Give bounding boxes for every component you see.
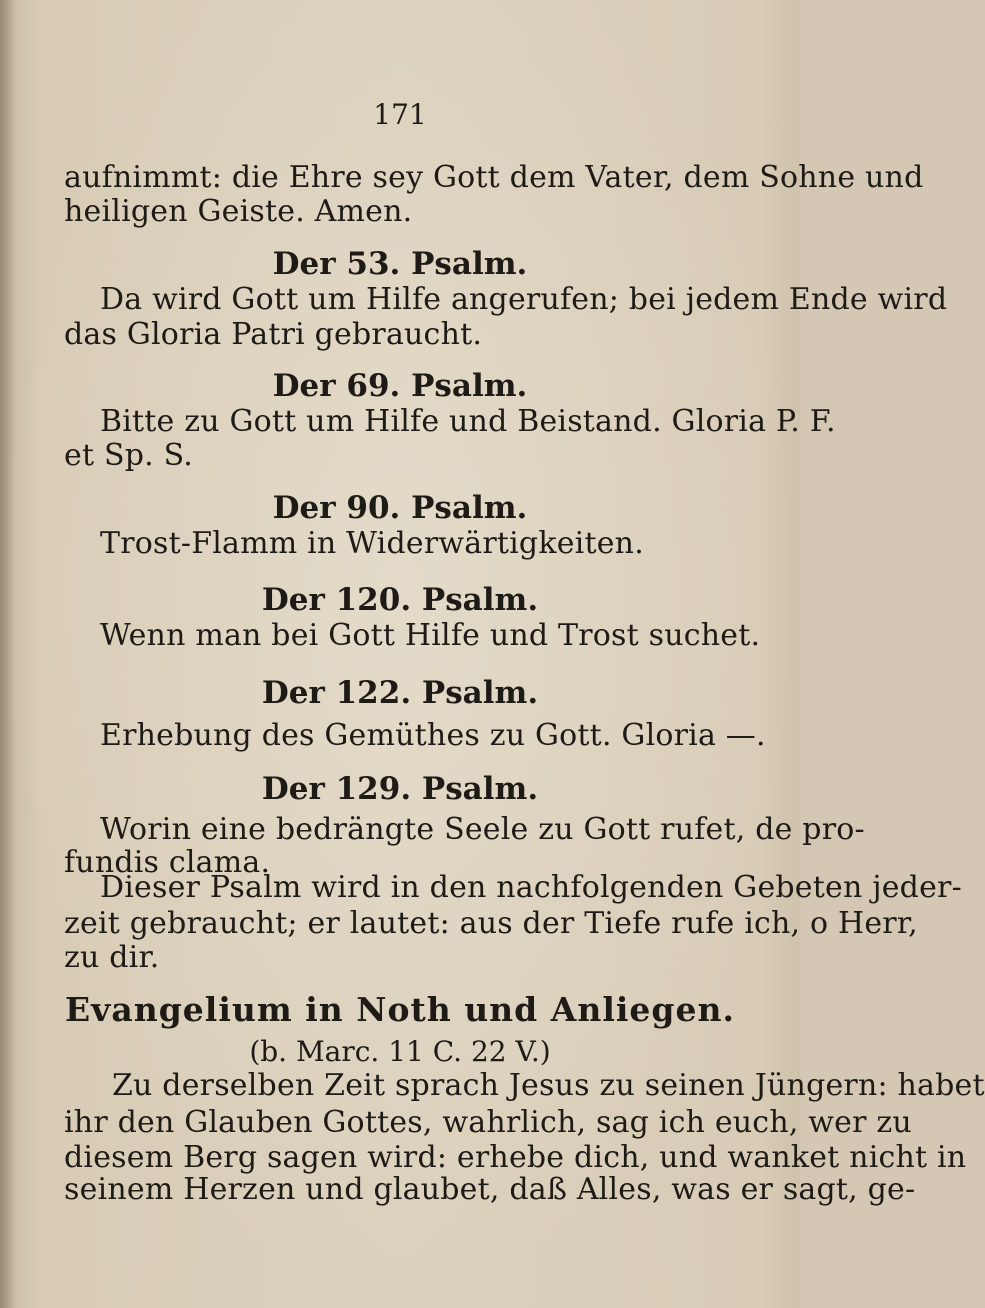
text-line: Zu derselben Zeit sprach Jesus zu seinen Jüngern: habet xyxy=(112,1068,985,1103)
gospel-title: Evangelium in Noth und Anliegen. xyxy=(65,990,735,1029)
text-line: Erhebung des Gemüthes zu Gott. Gloria —. xyxy=(100,718,766,753)
section-heading: Der 120. Psalm. xyxy=(261,582,539,618)
gospel-reference: (b. Marc. 11 C. 22 V.) xyxy=(249,1035,551,1068)
text-line: zeit gebraucht; er lautet: aus der Tiefe rufe ich, o Herr, xyxy=(64,906,918,941)
text-line: Bitte zu Gott um Hilfe und Beistand. Gloria P. F. xyxy=(100,404,836,439)
section-heading: Der 122. Psalm. xyxy=(261,675,539,711)
text-line: aufnimmt: die Ehre sey Gott dem Vater, dem Sohne und xyxy=(64,160,924,195)
text-line: das Gloria Patri gebraucht. xyxy=(64,317,483,352)
text-line: ihr den Glauben Gottes, wahrlich, sag ich euch, wer zu xyxy=(64,1105,912,1140)
text-line: seinem Herzen und glaubet, daß Alles, was er sagt, ge- xyxy=(64,1172,916,1207)
text-line: Da wird Gott um Hilfe angerufen; bei jedem Ende wird xyxy=(100,282,948,317)
page-number: 171 xyxy=(373,98,427,131)
text-line: zu dir. xyxy=(64,940,160,975)
text-line: fundis clama. xyxy=(64,845,271,880)
page-gutter-shadow xyxy=(0,0,16,1308)
text-line: Trost-Flamm in Widerwärtigkeiten. xyxy=(100,526,644,561)
section-heading: Der 53. Psalm. xyxy=(272,246,528,282)
section-heading: Der 129. Psalm. xyxy=(261,771,539,807)
text-line: heiligen Geiste. Amen. xyxy=(64,194,413,229)
text-line: diesem Berg sagen wird: erhebe dich, und wanket nicht in xyxy=(64,1140,967,1175)
text-line: Wenn man bei Gott Hilfe und Trost suchet. xyxy=(100,618,761,653)
text-line: et Sp. S. xyxy=(64,438,193,473)
text-line: Dieser Psalm wird in den nachfolgenden Gebeten jeder- xyxy=(100,870,962,905)
text-line: Worin eine bedrängte Seele zu Gott rufet, de pro- xyxy=(100,812,865,847)
section-heading: Der 69. Psalm. xyxy=(272,368,528,404)
section-heading: Der 90. Psalm. xyxy=(272,490,528,526)
